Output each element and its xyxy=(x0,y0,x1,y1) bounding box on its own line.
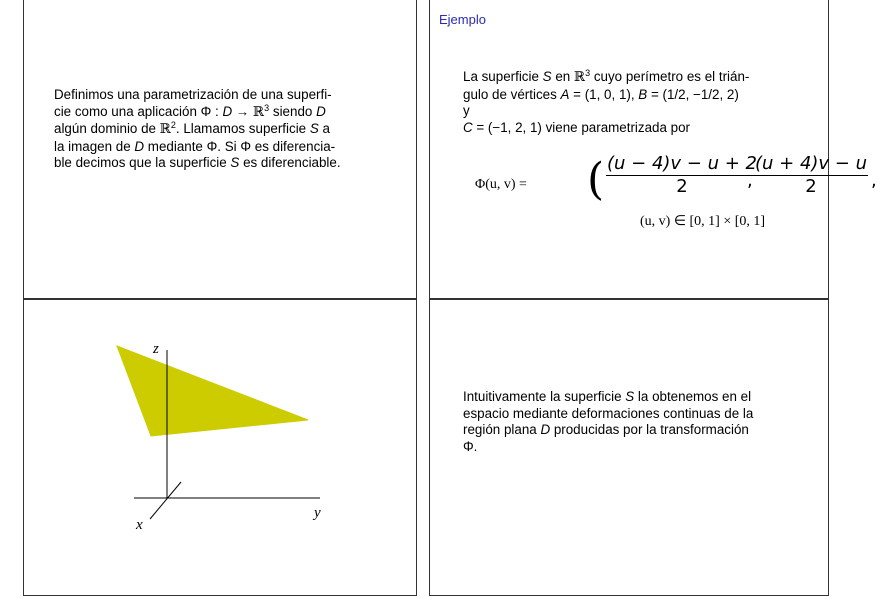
example-block-title: Ejemplo xyxy=(439,12,486,27)
axis-label-x: x xyxy=(136,517,143,533)
definition-line-2: cie como una aplicación Φ : D → ℝ$^3$ siendo D xyxy=(54,102,326,120)
example-line-2: gulo de vértices A = (1, 0, 1), B = (1/2, −1/2, 2) xyxy=(463,86,739,102)
example-paragraph xyxy=(463,69,803,136)
slide-intuition xyxy=(429,299,829,596)
fraction-1-denominator: 2 xyxy=(676,176,688,197)
intuition-line-1: Intuitivamente la superficie S la obtenemos en el xyxy=(463,389,752,404)
axis-label-y: y xyxy=(314,505,321,521)
fraction-1-numerator: (u − 4)v − u + 2 xyxy=(607,153,757,174)
slide-example xyxy=(429,0,877,299)
intuition-paragraph xyxy=(463,389,803,455)
intuition-line-4: Φ. xyxy=(463,438,478,454)
formula-lhs: Φ(u, v) = xyxy=(475,177,527,192)
fraction-2-numerator: (u + 4)v − u xyxy=(755,153,868,174)
x-axis xyxy=(150,482,181,519)
formula-open-paren: ( xyxy=(587,154,605,205)
fraction-2-denominator: 2 xyxy=(805,176,817,197)
example-line-4: C = (−1, 2, 1) viene parametrizada por xyxy=(463,119,691,135)
parameter-domain: (u, v) ∈ [0, 1] × [0, 1] xyxy=(640,214,766,229)
definition-line-5: ble decimos que la superficie S es diferenciable. xyxy=(54,155,341,171)
formula-comma-2: , xyxy=(871,170,877,191)
surface-figure xyxy=(24,300,418,597)
intuition-line-3: región plana D producidas por la transformación xyxy=(463,422,749,438)
fraction-1 xyxy=(606,153,758,198)
formula-comma-1: , xyxy=(747,170,753,191)
intuition-line-2: espacio mediante deformaciones continuas de la xyxy=(463,405,754,421)
fraction-2 xyxy=(754,153,868,198)
slide-surface-plot xyxy=(23,299,417,596)
axis-label-z: z xyxy=(153,341,159,357)
definition-line-1: Definimos una parametrización de una superfi- xyxy=(54,87,332,102)
definition-line-4: la imagen de D mediante Φ. Si Φ es diferencia- xyxy=(54,138,336,154)
slide-definition xyxy=(23,0,417,299)
example-line-1: La superficie S en ℝ$^3$ cuyo perímetro es el trián- xyxy=(463,68,750,85)
definition-line-3: algún dominio de ℝ$^2$. Llamamos superficie S a xyxy=(54,120,330,138)
example-line-3: y xyxy=(463,103,470,119)
triangle-surface xyxy=(117,346,308,436)
definition-paragraph xyxy=(54,87,386,172)
